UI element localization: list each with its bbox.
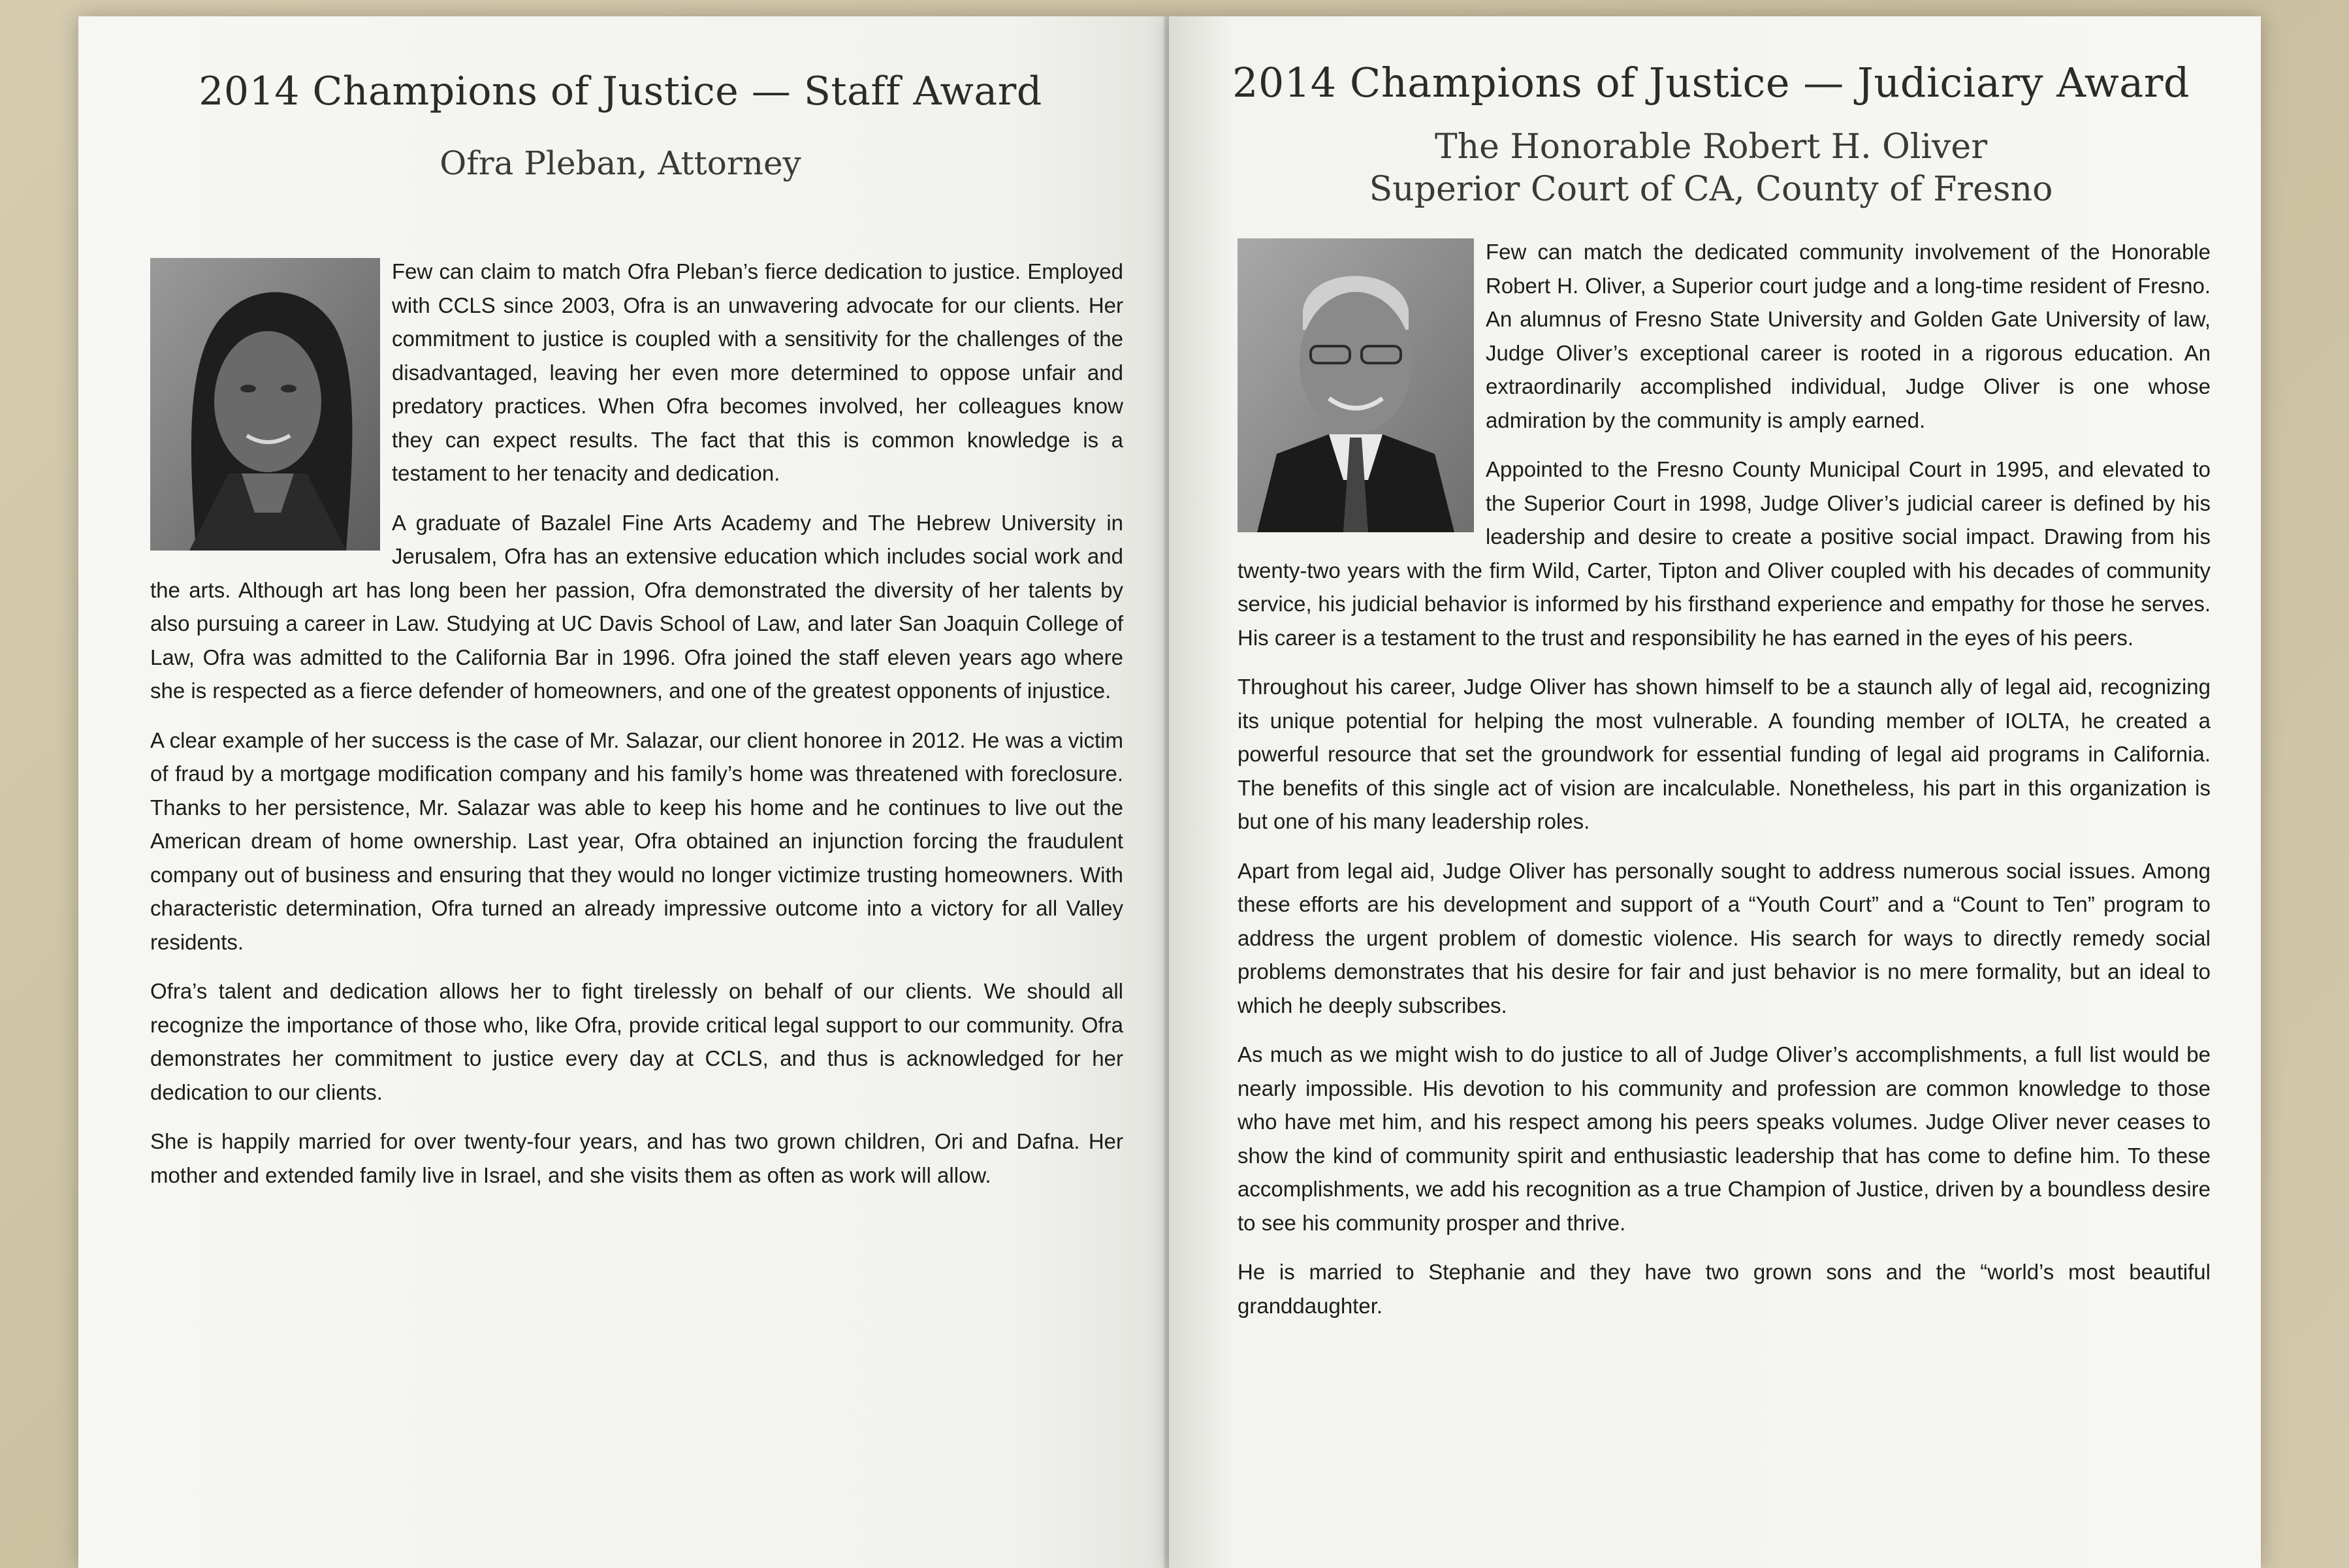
paragraph: Few can claim to match Ofra Pleban’s fierce dedication to justice. Employed with CCLS since 2003, Ofra is an unwavering advocate for our clients. Her commitment to justice is coupled with a sensitivity for the challenges of the disadvantaged, leaving her even more determined to oppose unfair and predatory practices. When Ofra becomes involved, her colleagues know they can expect results. The fact that this is common knowledge is a testament to her tenacity and dedication. bbox=[392, 259, 1123, 485]
judiciary-award-body bbox=[1238, 235, 2211, 1338]
ofra-pleban-photo bbox=[150, 258, 380, 551]
paragraph: As much as we might wish to do justice to all of Judge Oliver’s accomplishments, a full list would be nearly impossible. His devotion to his community and profession are common knowledge to those who have met him, and his respect among his peers speaks volumes. Judge Oliver never ceases to show the kind of community spirit and enthusiastic leadership that has come to define him. To these accomplishments, we add his recognition as a true Champion of Justice, driven by a boundless desire to see his community prosper and thrive. bbox=[1238, 1042, 2211, 1235]
left-page bbox=[78, 16, 1169, 1568]
paragraph: Ofra’s talent and dedication allows her to fight tirelessly on behalf of our clients. We should all recognize the importance of those who, like Ofra, provide critical legal support to our community. Ofra demonstrates her commitment to justice every day at CCLS, and thus is acknowledged for her dedication to our clients. bbox=[150, 979, 1123, 1104]
right-page bbox=[1169, 16, 2261, 1568]
paragraph: A graduate of Bazalel Fine Arts Academy and The Hebrew University in Jerusalem, Ofra has an extensive education which includes social work and the arts. Although art has long been her passion, Ofra demonstrated the diversity of her talents by also pursuing a career in Law. Studying at UC Davis School of Law, and later San Joaquin College of Law, Ofra was admitted to the California Bar in 1996. Ofra joined the staff eleven years ago where she is respected as a fierce defender of homeowners, and one of the greatest opponents of injustice. bbox=[150, 510, 1123, 703]
judiciary-award-honoree: The Honorable Robert H. Oliver bbox=[1434, 127, 1988, 167]
paragraph: Few can match the dedicated community involvement of the Honorable Robert H. Oliver, a Superior court judge and a long-time resident of Fresno. An alumnus of Fresno State University and Golden Gate University of law, Judge Oliver’s exceptional career is rooted in a rigorous education. An extraordinarily accomplished individual, Judge Oliver is one whose admiration by the community is amply earned. bbox=[1486, 240, 2211, 432]
judiciary-award-court: Superior Court of CA, County of Fresno bbox=[1369, 170, 2053, 209]
staff-award-body bbox=[150, 255, 1123, 1208]
staff-award-honoree: Ofra Pleban, Attorney bbox=[439, 144, 801, 182]
paragraph: She is happily married for over twenty-four years, and has two grown children, Ori and Dafna. Her mother and extended family live in Israel, and she visits them as often as work will allow. bbox=[150, 1129, 1123, 1187]
paragraph: Apart from legal aid, Judge Oliver has personally sought to address numerous social issues. Among these efforts are his development and support of a “Youth Court” and a “Count to Ten” program to address the urgent problem of domestic violence. His search for ways to directly remedy social problems demonstrates that his desire for fair and just behavior is no mere formality, but an ideal to which he deeply subscribes. bbox=[1238, 858, 2211, 1017]
paragraph: He is married to Stephanie and they have two grown sons and the “world’s most beautiful granddaughter. bbox=[1238, 1260, 2211, 1318]
judiciary-award-title: 2014 Champions of Justice — Judiciary Award bbox=[1232, 59, 2190, 106]
paragraph: Throughout his career, Judge Oliver has shown himself to be a staunch ally of legal aid, recognizing its unique potential for helping the most vulnerable. A founding member of IOLTA, he created a powerful resource that set the groundwork for essential funding of legal aid programs in California. The benefits of this single act of vision are incalculable. Nonetheless, his part in this organization is but one of his many leadership roles. bbox=[1238, 675, 2211, 833]
robert-oliver-photo bbox=[1238, 238, 1474, 532]
paragraph: Appointed to the Fresno County Municipal Court in 1995, and elevated to the Superior Court in 1998, Judge Oliver’s judicial career is defined by his leadership and desire to create a positive social impact. Drawing from his twenty-two years with the firm Wild, Carter, Tipton and Oliver coupled with his decades of community service, his judicial behavior is informed by his firsthand experience and empathy for those he serves. His career is a testament to the trust and responsibility he has earned in the eyes of his peers. bbox=[1238, 457, 2211, 650]
staff-award-title: 2014 Champions of Justice — Staff Award bbox=[199, 69, 1042, 114]
paragraph: A clear example of her success is the case of Mr. Salazar, our client honoree in 2012. He was a victim of fraud by a mortgage modification company and his family’s home was threatened with foreclosure. Thanks to her persistence, Mr. Salazar was able to keep his home and he continues to live out the American dream of home ownership. Last year, Ofra obtained an injunction forcing the fraudulent company out of business and ensuring that they would no longer victimize trusting homeowners. With characteristic determination, Ofra turned an already impressive outcome into a victory for all Valley residents. bbox=[150, 728, 1123, 954]
